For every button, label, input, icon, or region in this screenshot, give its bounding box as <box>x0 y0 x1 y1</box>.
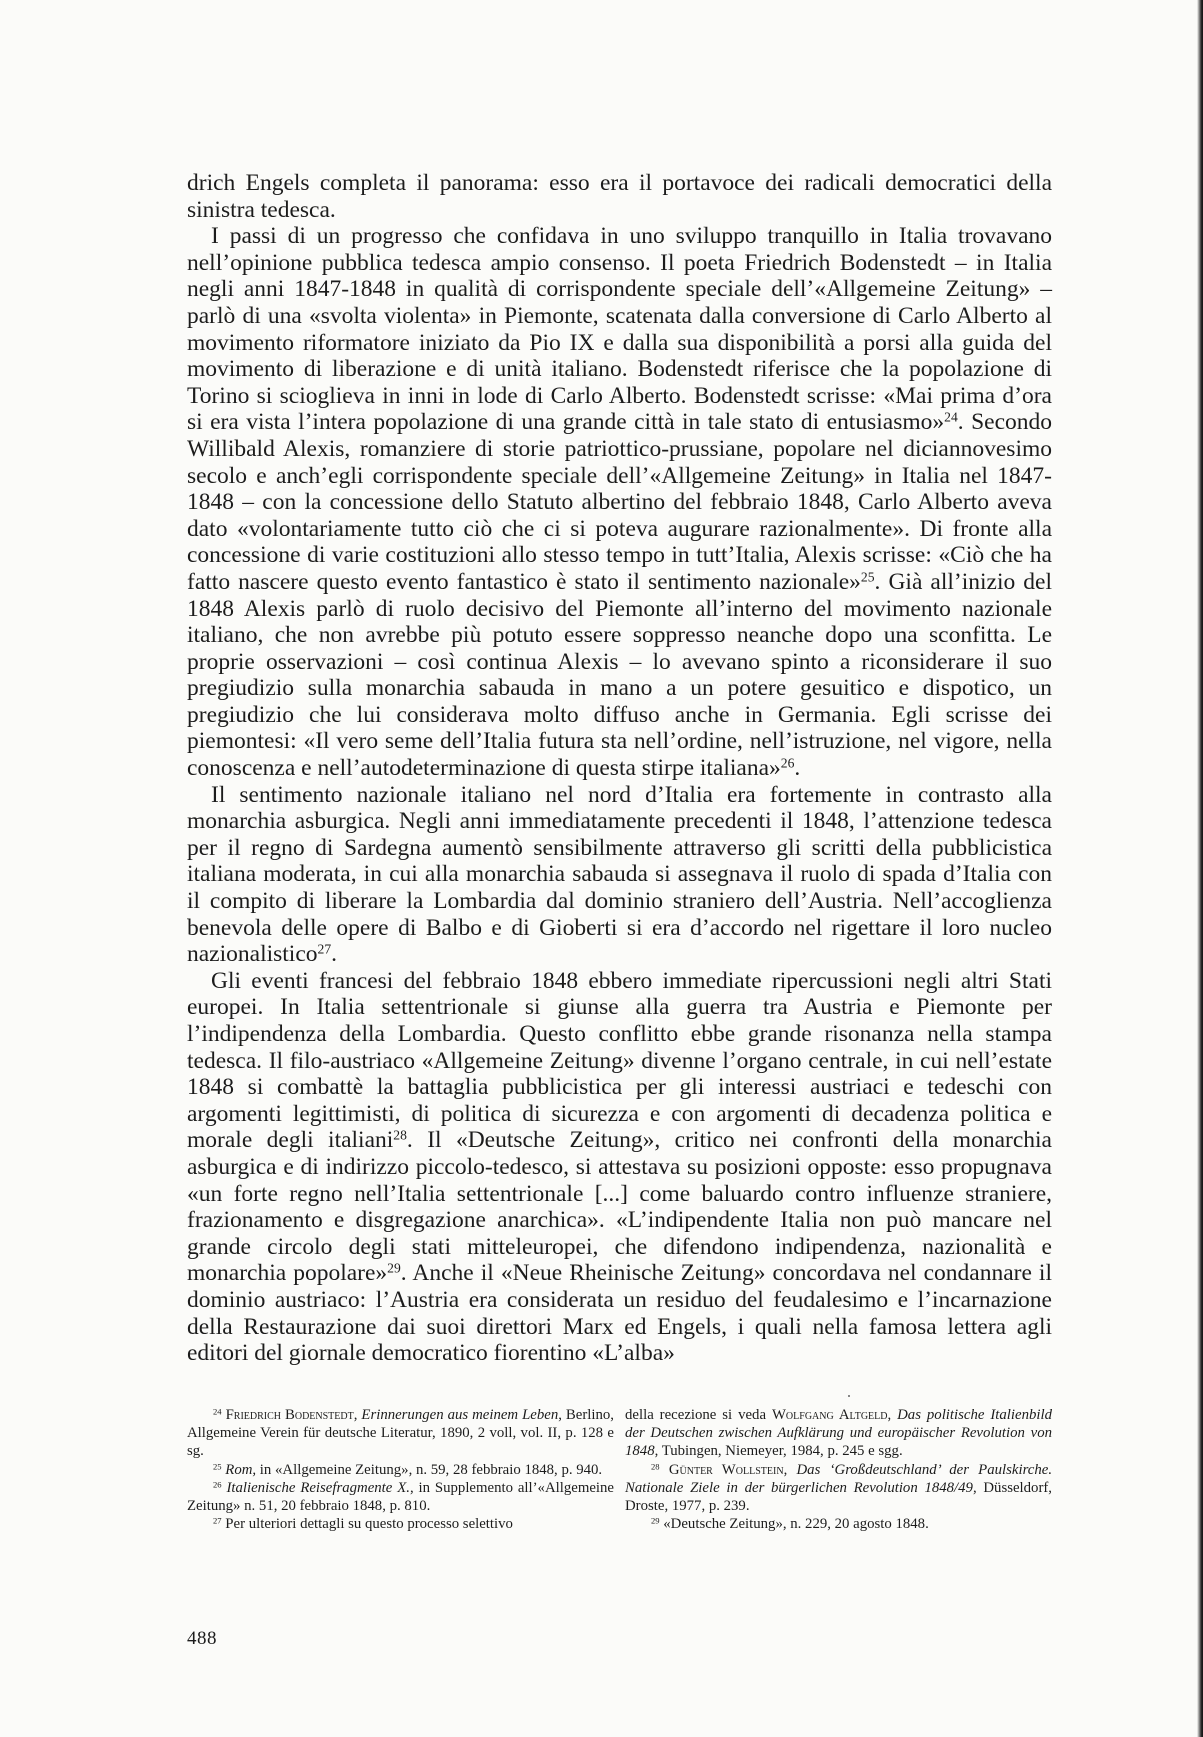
paragraph-2: I passi di un progresso che confidava in uno sviluppo tranquillo in Italia trovavano nell’opinione pubblica tedesca ampio consenso. Il poeta Friedrich Bodenstedt – in Italia negli anni 1847-1848 in qualità di corrispondente speciale dell’«Allgemeine Zeitung» – parlò di una «svolta violenta» in Piemonte, scatenata dalla conversione di Carlo Alberto al movimento riformatore iniziato da Pio IX e dalla sua disponibilità a porsi alla guida del movimento di liberazione e di unità italiano. Bodenstedt riferisce che la popolazione di Torino si scioglieva in inni in lode di Carlo Alberto. Bodenstedt scrisse: «Mai prima d’ora si era vista l’intera popolazione di una grande città in tale stato di entusiasmo»$^{24}$. Secondo Willibald Alexis, romanziere di storie patriottico-prussiane, popolare nel diciannovesimo secolo e anch’egli corrispondente speciale dell’«Allgemeine Zeitung» in Italia nel 1847-1848 – con la concessione dello Statuto albertino del febbraio 1848, Carlo Alberto aveva dato «volontariamente tutto ciò che ci si poteva augurare razionalmente». Di fronte alla concessione di varie costituzioni allo stesso tempo in tutt’Italia, Alexis scrisse: «Ciò che ha fatto nascere questo evento fantastico è stato il sentimento nazionale»$^{25}$. Già all’inizio del 1848 Alexis parlò di ruolo decisivo del Piemonte all’interno del movimento nazionale italiano, che non avrebbe più potuto essere soppresso neanche dopo una sconfitta. Le proprie osservazioni – così continua Alexis – lo avevano spinto a riconsiderare il suo pregiudizio sulla monarchia sabauda in mano a un potere gesuitico e dispotico, un pregiudizio che lui considerava molto diffuso anche in Germania. Egli scrisse dei piemontesi: «Il vero seme dell’Italia futura sta nell’ordine, nell’istruzione, nel vigore, nella conoscenza e nell’autodeterminazione di questa stirpe italiana»$^{26}$. <box>187 223 1052 782</box>
footnote-ref-29[interactable]: 29 <box>387 1260 401 1276</box>
footnote-27: $^{27}$ Per ulteriori dettagli su questo processo selettivo <box>213 1515 513 1533</box>
paragraph-4: Gli eventi francesi del febbraio 1848 ebbero immediate ripercussioni negli altri Stati europei. In Italia settentrionale si giunse alla guerra tra Austria e Piemonte per l’indipendenza della Lombardia. Questo conflitto ebbe grande risonanza nella stampa tedesca. Il filo-austriaco «Allgemeine Zeitung» divenne l’organo centrale, in cui nell’estate 1848 si combattè la battaglia pubblicistica per gli interessi austriaci e tedeschi con argomenti legittimisti, di politica di sicurezza e con argomenti di decadenza politica e morale degli italiani$^{28}$. Il «Deutsche Zeitung», critico nei confronti della monarchia asburgica e di indirizzo piccolo-tedesco, si attestava su posizioni opposte: esso propugnava «un forte regno nell’Italia settentrionale [...] come baluardo contro influenze straniere, frazionamento e disgregazione anarchica». «L’indipendente Italia non può mancare nel grande circolo degli stati mitteleuropei, che difendono indipendenza, nazionalità e monarchia popolare»$^{29}$. Anche il «Neue Rheinische Zeitung» concordava nel condannare il dominio austriaco: l’Austria era considerata un residuo del feudalesimo e l’incarnazione della Restaurazione dai suoi direttori Marx ed Engels, i quali nella famosa lettera agli editori del giornale democratico fiorentino «L’alba» <box>187 967 1052 1367</box>
body-text <box>187 170 1052 1367</box>
footnotes <box>187 1406 1052 1533</box>
footnote-29: $^{29}$ «Deutsche Zeitung», n. 229, 20 agosto 1848. <box>651 1515 929 1533</box>
scan-edge <box>1197 0 1203 1737</box>
footnote-ref-28[interactable]: 28 <box>393 1127 407 1143</box>
footnote-28: $^{28}$ Günter Wollstein, Das ‘Großdeutschland’ der Paulskirche. Nationale Ziele in der bürgerlichen Revolution 1848/49, Düsseldorf, Droste, 1977, p. 239. <box>625 1460 1053 1515</box>
footnote-ref-24[interactable]: 24 <box>944 409 958 425</box>
footnote-ref-26[interactable]: 26 <box>780 755 795 771</box>
footnotes-left-column <box>187 1406 614 1533</box>
footnote-26: $^{26}$ Italienische Reisefragmente X., in Supplemento all’«Allgemeine Zeitung» n. 51, 20 febbraio 1848, p. 810. <box>187 1479 614 1515</box>
footnote-25: $^{25}$ Rom, in «Allgemeine Zeitung», n. 59, 28 febbraio 1848, p. 940. <box>213 1460 603 1478</box>
footnote-ref-27[interactable]: 27 <box>317 941 332 957</box>
paragraph-3: Il sentimento nazionale italiano nel nord d’Italia era fortemente in contrasto alla monarchia asburgica. Negli anni immediatamente precedenti il 1848, l’attenzione tedesca per il regno di Sardegna aumentò sensibilmente attraverso gli scritti della pubblicistica italiana moderata, in cui alla monarchia sabauda si assegnava il ruolo di spada d’Italia con il compito di liberare la Lombardia dal dominio straniero dell’Austria. Nell’accoglienza benevola delle opere di Balbo e di Gioberti si era d’accordo nel rigettare il loro nucleo nazionalistico$^{27}$. <box>187 781 1052 968</box>
footnote-24: $^{24}$ Friedrich Bodenstedt, Erinnerungen aus meinem Leben, Berlino, Allgemeine Verein für deutsche Literatur, 1890, 2 voll, vol. II, p. 128 e sg. <box>187 1406 615 1460</box>
separator-dot <box>848 1395 850 1397</box>
page-number: 488 <box>187 1628 217 1649</box>
paragraph-1: drich Engels completa il panorama: esso era il portavoce dei radicali democratici della sinistra tedesca. <box>187 170 1052 223</box>
footnote-ref-25[interactable]: 25 <box>860 569 875 585</box>
footnotes-right-column <box>625 1406 1052 1533</box>
footnote-27-continued: della recezione si veda Wolfgang Altgeld, Das politische Italienbild der Deutschen zwischen Aufklärung und europäischer Revolution von 1848, Tubingen, Niemeyer, 1984, p. 245 e sgg. <box>625 1407 1053 1460</box>
